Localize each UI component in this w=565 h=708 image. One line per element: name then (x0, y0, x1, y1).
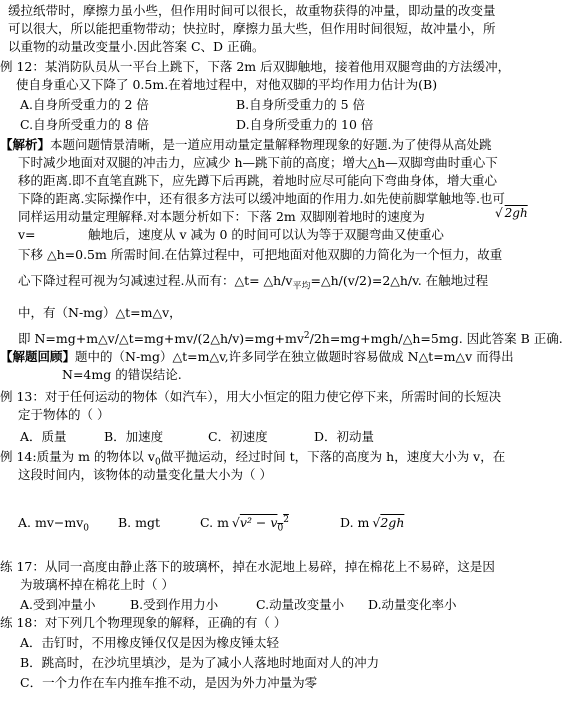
option-c: C.动量改变量小 (256, 597, 345, 612)
option-text: A. mv−mv (18, 515, 84, 530)
review-text: 题中的（N-mg）△t=m△v,许多同学在独立做题时容易做成 N△t=m△v 而得出 (75, 349, 514, 364)
option-a: A．击钉时，不用橡皮锤仅仅是因为橡皮锤太轻 (20, 635, 280, 650)
question-13: 例 13：对于任何运动的物体（如汽车），用大小恒定的阻力使它停下来，所需时间的长短决 (0, 389, 502, 404)
question-14: 例 14:质量为 m 的物体以 $v_0$做平抛运动，经过时间 t，下落的高度为 h，速度大小为 v，在 (0, 449, 506, 468)
analysis-line: 中，有（N-mg）△t=m△v， (18, 305, 182, 320)
analysis-line (18, 272, 488, 290)
text-line: 缓拉纸带时，摩擦力虽小些，但作用时间可以很长，故重物获得的冲量，即动量的改变量 (8, 3, 496, 18)
question-12: 例 12：某消防队员从一平台上跳下，下落 2m 后双脚触地，接着他用双腿弯曲的方法缓冲， (0, 59, 511, 74)
option-a: A.自身所受重力的 2 倍 (20, 97, 149, 112)
question-12-cont: 使自身重心又下降了 0.5m.在着地过程中，对他双脚的平均作用力估计为(B) (16, 77, 438, 92)
option-c (200, 514, 289, 532)
formula-text: 即 N=mg+m△v/△t=mg+mv/(2△h/v)=mg+mv (18, 331, 304, 346)
analysis-line: v= (18, 227, 36, 242)
option-c: C．一个力作在车内推车推不动，是因为外力冲量为零 (20, 675, 318, 690)
analysis-line (0, 136, 492, 154)
sqrt-formula: √ 2gh (495, 206, 528, 220)
option-c: C.自身所受重力的 8 倍 (20, 117, 149, 132)
analysis-text: 本题问题情景清晰，是一道应用动量定量解释物理现象的好题.为了使得从高处跳 (50, 137, 492, 152)
option-a: A．质量 (20, 429, 67, 444)
review-tag: 【解题回顾】 (0, 349, 76, 364)
option-b: B．加速度 (104, 429, 164, 444)
option-d: D．初动量 (314, 429, 375, 444)
option-d: D.动量变化率小 (368, 597, 457, 612)
text-line: 可以很大，所以能把重物带动；快拉时，摩擦力虽大些，但作用时间很短，故冲量小，所 (8, 21, 496, 36)
option-a: A. $mv-mv_0$ (18, 515, 90, 534)
question-13-cont: 定于物体的（ ） (18, 407, 110, 422)
question-18: 练 18：对下列几个物理现象的解释，正确的有（ ） (0, 615, 287, 630)
sqrt-formula: $√v^2 - v_0^2$ (231, 514, 289, 534)
analysis-line: 下降的距离.实际操作中，还有很多方法可以缓冲地面的作用力.如先使前脚掌触地等.也可 (18, 191, 505, 206)
option-d (340, 514, 404, 532)
analysis-line: 下移 △h=0.5m 所需时间.在估算过程中，可把地面对他双脚的力简化为一个恒力，故重 (18, 247, 503, 262)
question-text: 做平抛运动，经过时间 t，下落的高度为 h，速度大小为 v，在 (160, 449, 506, 464)
option-text: D. m (340, 515, 370, 530)
option-text: C. m (200, 515, 229, 530)
formula-text: =△h/(v/2)=2△h/v. 在触地过程 (310, 273, 489, 288)
option-b: B．跳高时，在沙坑里填沙，是为了减小人落地时地面对人的冲力 (20, 655, 380, 670)
analysis-line: 即 $N=mg+m\triangle v/\triangle t=mg+mv/(2\triangle h/v)=mg+mv^2/2h=mg+mgh/\triangle h=5mg$. 因此答案 B 正确. (18, 330, 563, 346)
review-line: N=4mg 的错误结论. (62, 367, 182, 382)
analysis-tag: 【解析】 (0, 137, 51, 152)
analysis-line: 同样运用动量定理解释.对本题分析如下：下落 2m 双脚刚着地时的速度为 (18, 209, 425, 224)
analysis-line: 移的距离.即不直笔直跳下，应先蹲下后再跳，着地时应尽可能向下弯曲身体，增大重心 (18, 173, 497, 188)
question-17: 练 17：从同一高度由静止落下的玻璃杯，掉在水泥地上易碎，掉在棉花上不易碎，这是因 (0, 559, 495, 574)
formula-text: 心下降过程可视为匀减速过程.从而有：△t= △h/v (18, 273, 293, 288)
option-c: C．初速度 (208, 429, 268, 444)
review-line (0, 348, 514, 366)
text-line: 以重物的动量改变量小.因此答案 C、D 正确。 (8, 39, 265, 54)
option-a: A.受到冲量小 (20, 597, 96, 612)
option-b: B.自身所受重力的 5 倍 (236, 97, 366, 112)
analysis-line: 触地后，速度从 v 减为 0 的时间可以认为等于双腿弯曲又使重心 (88, 227, 444, 242)
question-14-cont: 这段时间内，该物体的动量变化量大小为（ ） (18, 467, 272, 482)
subscript: 平均 (292, 281, 311, 292)
option-b: B.受到作用力小 (130, 597, 219, 612)
formula-text: /2h=mg+mgh/△h=5mg. 因此答案 B 正确. (309, 331, 563, 346)
analysis-line: 下时减少地面对双腿的冲击力，应减少 h—跳下前的高度；增大△h—双脚弯曲时重心下 (18, 155, 498, 170)
option-b: B. mgt (118, 515, 161, 530)
question-text: 例 14:质量为 m 的物体以 v (0, 449, 155, 464)
sqrt-formula: √2gh (372, 515, 405, 530)
option-d: D.自身所受重力的 10 倍 (236, 117, 374, 132)
question-17-cont: 为玻璃杯掉在棉花上时（ ） (20, 577, 174, 592)
